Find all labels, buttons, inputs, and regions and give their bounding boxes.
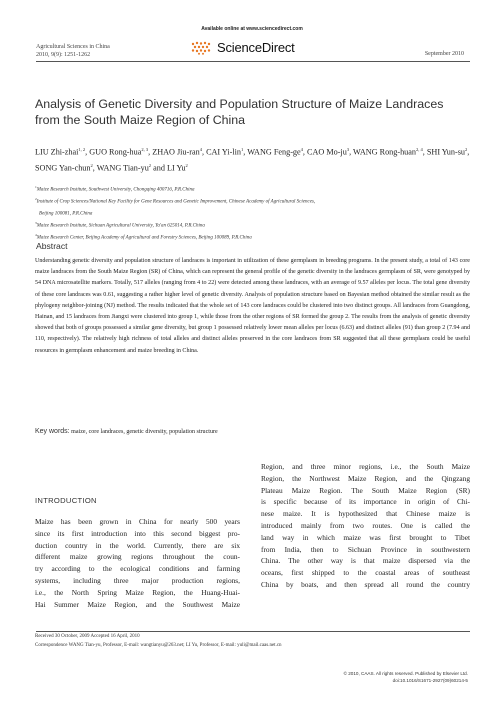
- article-title: [35, 97, 470, 128]
- text-line: oceans, first shipped to the coastal areas of southeast: [261, 568, 470, 578]
- footnote-rule: [36, 631, 470, 632]
- affiliation-number: 4: [35, 233, 37, 238]
- author-separator: ,: [85, 147, 90, 157]
- text-line: systems, including three major production regions,: [35, 575, 240, 585]
- affiliation-text: Maize Research Institute, Sichuan Agricultural University, Ya'an 625014, P.R.China: [36, 223, 205, 229]
- text-line: from India, then to Sichuan Province in southwestern: [261, 544, 470, 554]
- text-line: is specific because of its importance in origin of Chi-: [261, 497, 470, 507]
- available-online-notice: Available online at www.sciencedirect.com: [201, 26, 303, 32]
- author-separator: ,: [349, 147, 354, 157]
- affiliation: [35, 195, 475, 207]
- author-affiliation-marker: 1, 2: [78, 147, 86, 152]
- text-line: duction country in the world. Currently, there are six: [35, 540, 240, 550]
- doi: doi:10.1016/S1671-2927(09)60214-5: [392, 678, 468, 683]
- author-name: LIU Zhi-zhai: [35, 147, 79, 157]
- text-line: different maize growing regions throughout the coun-: [35, 552, 240, 562]
- intro-left-column: [35, 516, 240, 610]
- author-name: WANG Tian-yu: [96, 163, 149, 173]
- copyright-notice: © 2010, CAAS. All rights reserved. Published by Elsevier Ltd.: [343, 671, 468, 676]
- text-line: Region, the Northwest Maize Region, and the Qingzang: [261, 473, 470, 483]
- author-name: WANG Feng-ge: [247, 147, 301, 157]
- author-separator: ,: [92, 163, 97, 173]
- author-affiliation-marker: 2, 4: [416, 147, 423, 152]
- keywords-label: Key words:: [35, 428, 70, 435]
- correspondence: Correspondence WANG Tian-yu, Professor, E-mail: wangtianyu@263.net; LI Yu, Professor, E-mail: yuli@mail.caas.net.cn: [35, 642, 282, 648]
- author-separator: ,: [201, 147, 207, 157]
- title-line: from the South Maize Region of China: [35, 112, 246, 127]
- author-name: SONG Yan-chun: [35, 163, 91, 173]
- text-line: introduced mainly from two routes. One is called the: [261, 520, 470, 530]
- introduction-heading: INTRODUCTION: [35, 496, 97, 505]
- author-affiliation-marker: 2, 3: [141, 147, 149, 152]
- author-name: GUO Rong-hua: [89, 147, 142, 157]
- author-affiliation-marker: 2: [90, 162, 93, 168]
- sciencedirect-logo-text: ScienceDirect: [217, 40, 295, 55]
- author-affiliation-marker: 2: [185, 162, 188, 168]
- text-line: nese maize. It is hypothesized that Chinese maize is: [261, 509, 470, 519]
- issue-date: September 2010: [424, 51, 464, 57]
- author-list: [35, 143, 470, 174]
- affiliation-number: 2: [35, 197, 37, 202]
- affiliation-list: [35, 183, 475, 243]
- journal-name: Agricultural Sciences in China: [36, 44, 110, 50]
- author-separator: ,: [243, 147, 248, 157]
- text-line: Region, and three minor regions, i.e., the South Maize: [261, 462, 470, 471]
- author-name: WANG Rong-huan: [353, 147, 417, 157]
- author-affiliation-marker: 1: [241, 147, 244, 152]
- affiliation: [35, 219, 475, 231]
- header-rule: [36, 61, 470, 62]
- author-affiliation-marker: 3: [346, 147, 350, 152]
- author-affiliation-marker: 4: [199, 147, 202, 152]
- journal-volume: 2010, 9(9): 1251-1262: [36, 51, 91, 58]
- affiliation: [35, 207, 475, 219]
- text-line: Maize has been grown in China for nearly 500 years: [35, 517, 240, 526]
- text-line: since its first introduction into this second biggest pro-: [35, 528, 240, 538]
- sciencedirect-logo: [190, 39, 310, 57]
- author-separator: ,: [467, 147, 470, 157]
- affiliation-number: 3: [35, 221, 37, 226]
- affiliation: [35, 183, 475, 195]
- author-name: CAO Mo-ju: [307, 147, 347, 157]
- affiliation-text: Maize Research Center, Beijing Academy of Agricultural and Forestry Sciences, Beijing 100089, P.R.China: [36, 235, 252, 241]
- author-name: LI Yu: [166, 163, 186, 173]
- abstract-text: Understanding genetic diversity and population structure of landraces is important in utilization of these germplasm in breeding programs. In the present study, a total of 143 core maize landraces from the South Maize Region (SR) of China, which can represent the general profile of the genetic diversity in the landraces germplasm of SR, were genotyped by 54 DNA microsatellite markers. Totally, 517 alleles (ranging from 4 to 22) were detected among these landraces, with an average of 9.57 alleles per locus. The total gene diversity of these core landraces was 0.61, suggesting a rather higher level of genetic diversity. Analysis of population structure based on Bayesian method obtained the similar result as the phylogeny neighbor-joining (NJ) method. The results indicated that the whole set of 143 core landraces could be clustered into two distinct groups. All landraces from Guangdong, Hainan, and 15 landraces from Jiangxi were clustered into group 1, while those from the other regions of SR formed the group 2. The results from the analysis of genetic diversity showed that both of groups possessed a similar gene diversity, but group 1 possessed relatively lower mean alleles per locus (6.63) and distinct alleles (91) than group 2 (7.94 and 110, respectively). The relatively high richness of total alleles and distinct alleles preserved in the core landraces from SR suggested that all these germplasm could be useful resources in germplasm enhancement and maize breeding in China.: [35, 258, 470, 354]
- author-affiliation-marker: 2: [148, 162, 152, 168]
- text-line: land way in which maize was first brought to Tibet: [261, 532, 470, 542]
- received-dates: Received 30 October, 2009 Accepted 16 April, 2010: [35, 634, 140, 639]
- author-separator: ,: [148, 147, 153, 157]
- abstract-heading: Abstract: [36, 241, 68, 251]
- author-affiliation-marker: 4: [300, 147, 303, 152]
- author-separator: ,: [422, 147, 427, 157]
- affiliation-text: Institute of Crop Sciences/National Key Facility for Gene Resources and Genetic Improvement, Chinese Academy of Agricultural Sciences,: [36, 199, 316, 205]
- author-separator: ,: [302, 147, 307, 157]
- text-line: China by boats, and then spread all round the country: [261, 579, 470, 589]
- author-separator: and: [151, 163, 167, 173]
- journal-citation: [36, 44, 110, 59]
- text-line: try according to the ecological conditions and farming: [35, 564, 240, 574]
- title-line: Analysis of Genetic Diversity and Population Structure of Maize Landraces: [35, 97, 444, 111]
- keywords-text: maize, core landraces, genetic diversity, population structure: [71, 429, 218, 435]
- author-name: ZHAO Jiu-ran: [152, 147, 200, 157]
- author-name: SHI Yun-su: [426, 147, 465, 157]
- author-affiliation-marker: 2: [465, 147, 468, 152]
- text-line: China. The other way is that maize dispersed via the: [261, 556, 470, 566]
- footnote: [35, 633, 282, 650]
- intro-right-column: [261, 461, 470, 591]
- copyright-block: [344, 670, 468, 684]
- affiliation-text: Beijing 100081, P.R.China: [39, 211, 93, 217]
- keywords: [35, 428, 470, 435]
- affiliation-text: Maize Research Institute, Southwest University, Chongqing 400716, P.R.China: [36, 187, 195, 193]
- text-line: Hai Summer Maize Region, and the Southwest Maize: [35, 599, 240, 609]
- sciencedirect-logo-icon: [190, 41, 212, 55]
- affiliation: [35, 231, 475, 243]
- text-line: i.e., the North Spring Maize Region, the Huang-Huai-: [35, 587, 240, 597]
- text-line: Plateau Maize Region. The South Maize Region (SR): [261, 485, 470, 495]
- author-name: CAI Yi-lin: [206, 147, 242, 157]
- affiliation-number: 1: [35, 185, 37, 189]
